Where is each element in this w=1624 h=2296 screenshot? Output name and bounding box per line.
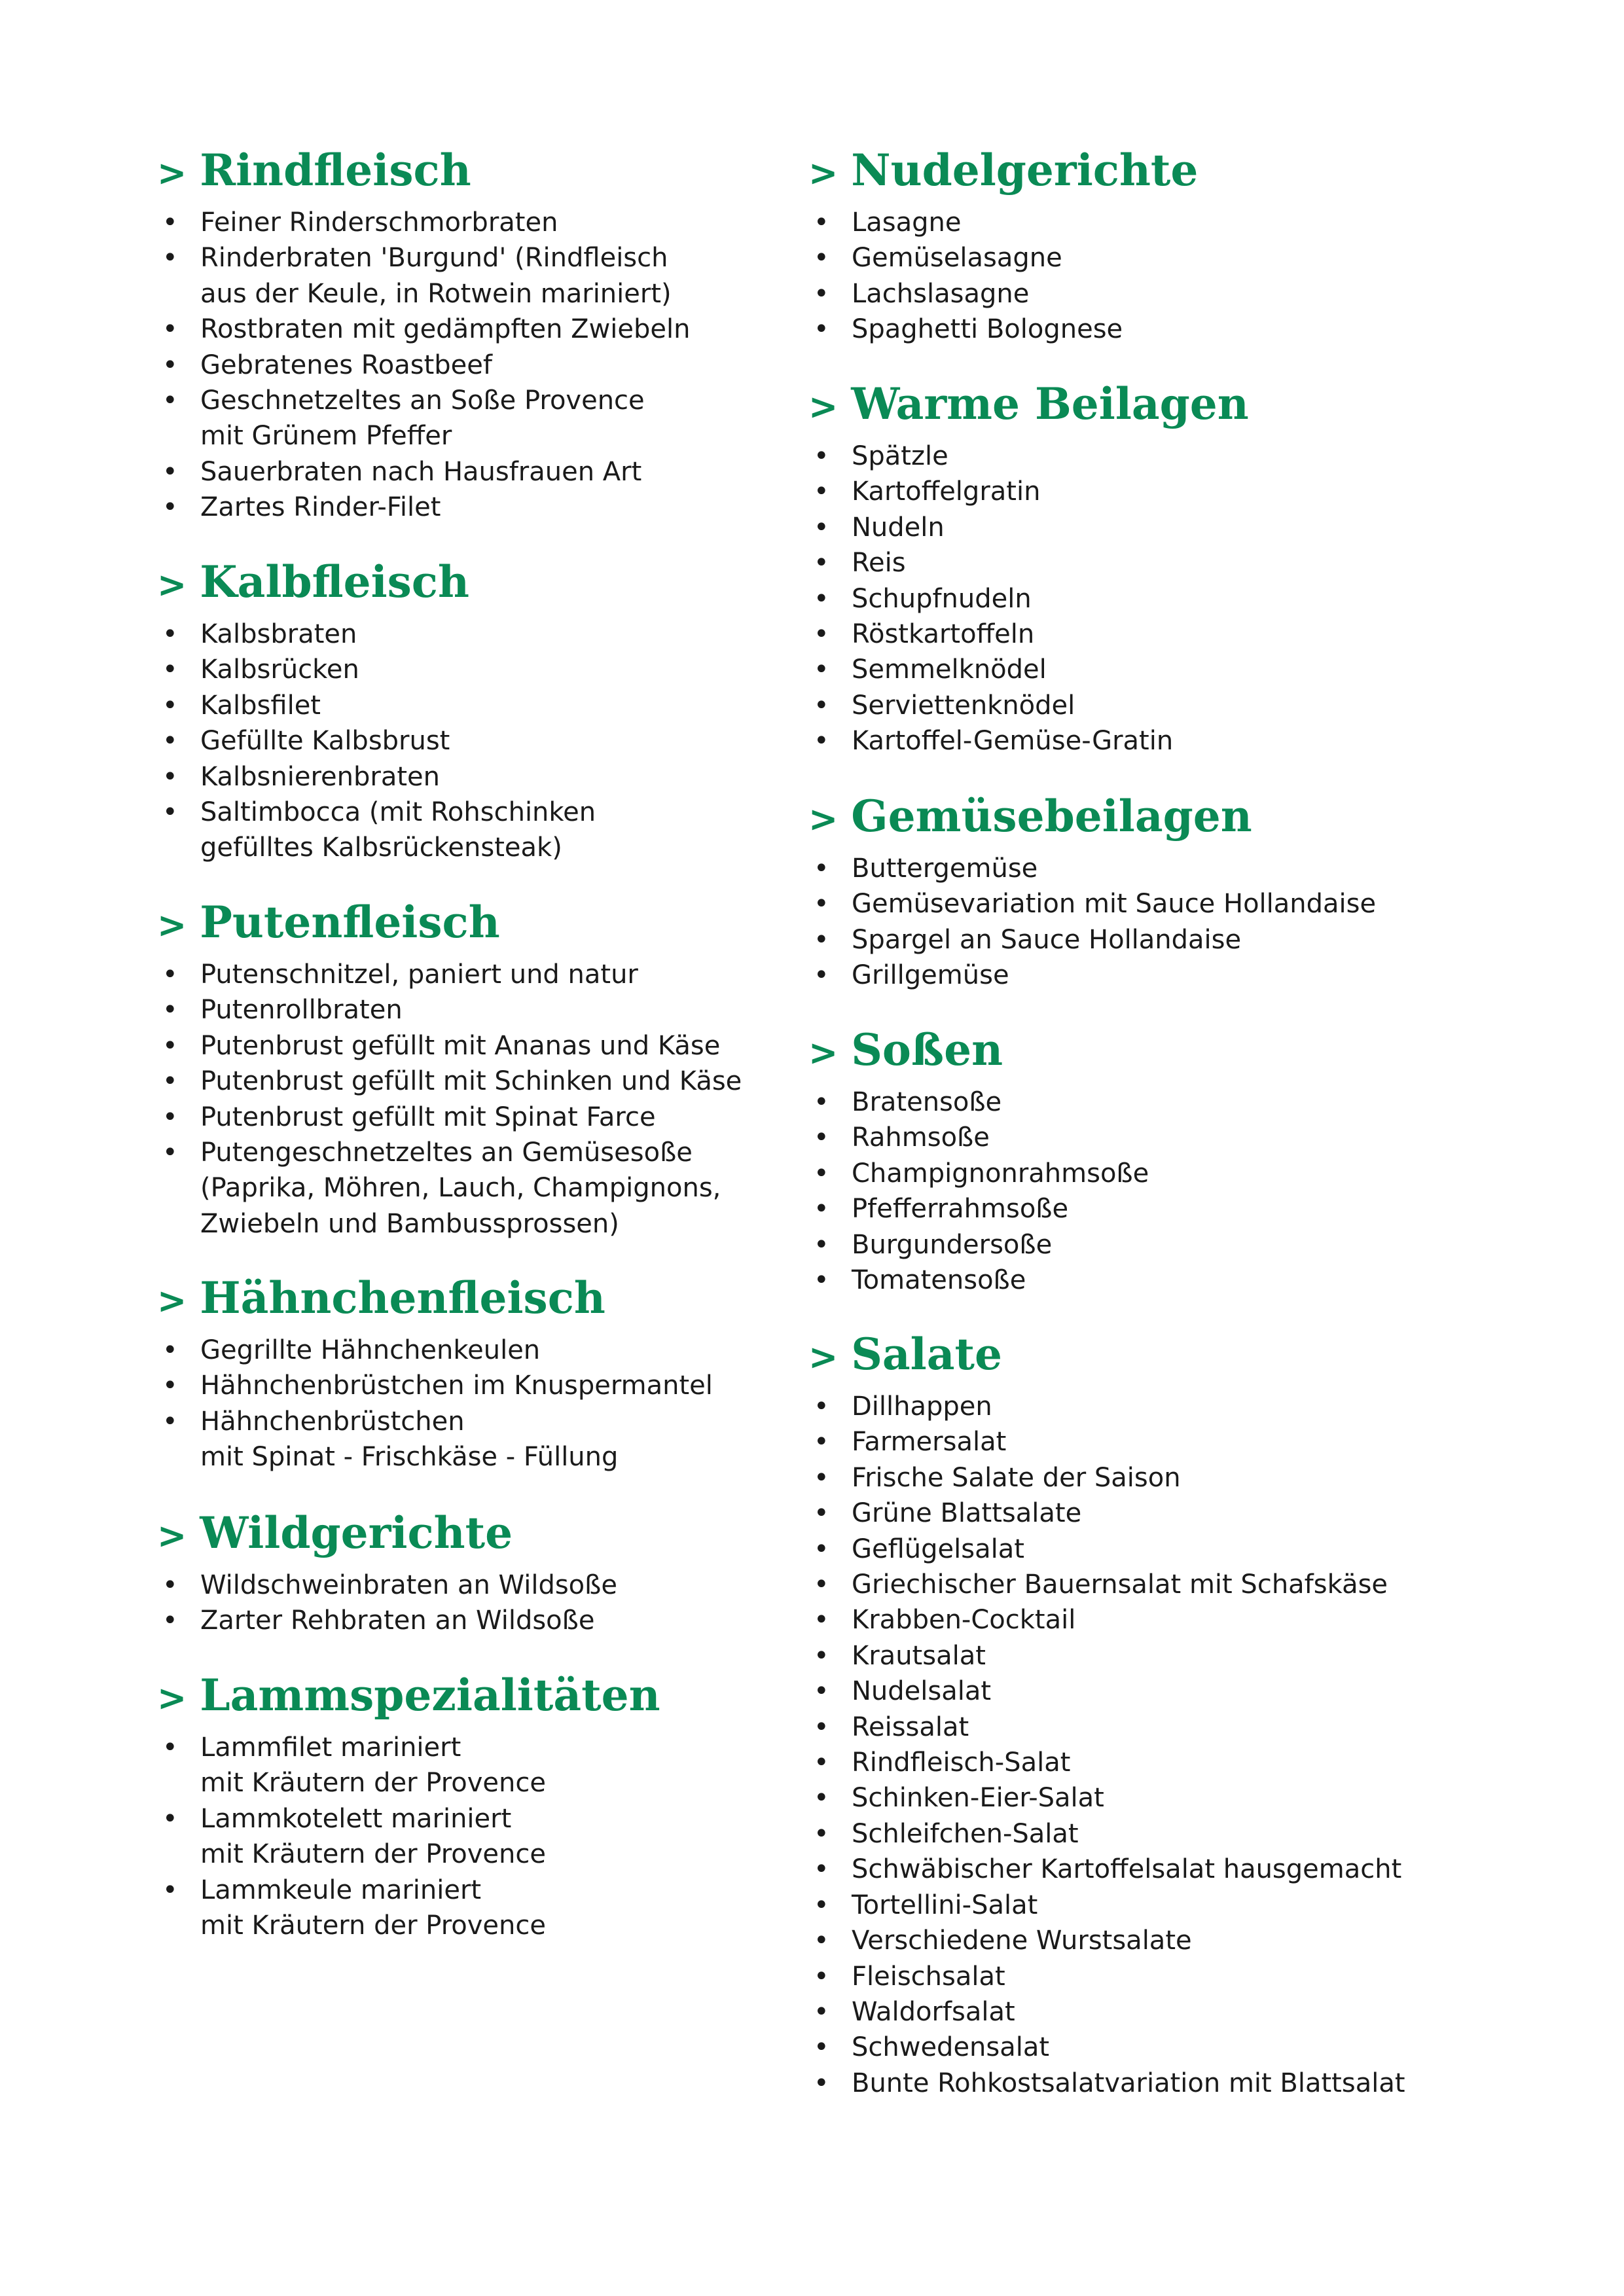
list-item: • Kartoffelgratin — [808, 474, 1528, 509]
list-item: • Kalbsfilet — [157, 688, 812, 723]
section-heading — [808, 1022, 1528, 1081]
list-item: • Gegrillte Hähnchenkeulen — [157, 1333, 812, 1368]
list-item: • Serviettenknödel — [808, 688, 1528, 723]
item-list — [808, 851, 1528, 994]
list-item: • Spaghetti Bolognese — [808, 312, 1528, 347]
section-heading — [808, 1327, 1528, 1385]
item-list — [808, 205, 1528, 348]
list-item: • Schupfnudeln — [808, 581, 1528, 617]
list-item: • Nudelsalat — [808, 1674, 1528, 1709]
list-item: • Nudeln — [808, 510, 1528, 545]
list-item: • Buttergemüse — [808, 851, 1528, 886]
section-rindfleisch — [157, 143, 812, 526]
chevron-right-icon: > — [808, 1032, 839, 1073]
list-item: • Kalbsnierenbraten — [157, 759, 812, 795]
list-item: • Dillhappen — [808, 1389, 1528, 1424]
list-item: • Schwedensalat — [808, 2030, 1528, 2065]
list-item: • Hähnchenbrüstchen im Knuspermantel — [157, 1368, 812, 1403]
section-title: Putenfleisch — [200, 897, 500, 948]
list-item: • Kartoffel-Gemüse-Gratin — [808, 723, 1528, 759]
list-item: • Gemüselasagne — [808, 240, 1528, 276]
item-list — [808, 439, 1528, 759]
chevron-right-icon: > — [157, 1515, 187, 1556]
item-list — [157, 617, 812, 866]
list-item: • Putengeschnetzeltes an Gemüsesoße (Paprika, Möhren, Lauch, Champignons, Zwiebeln und Bambussprossen) — [157, 1135, 812, 1242]
list-item: • Bratensoße — [808, 1085, 1528, 1120]
section-heading — [808, 143, 1528, 201]
item-list — [157, 205, 812, 526]
list-item: • Schwäbischer Kartoffelsalat hausgemacht — [808, 1852, 1528, 1887]
section-title: Hähnchenfleisch — [200, 1272, 605, 1323]
list-item: • Hähnchenbrüstchen mit Spinat - Frischkäse - Füllung — [157, 1404, 812, 1475]
list-item: • Zartes Rinder-Filet — [157, 490, 812, 525]
list-item: • Krabben-Cocktail — [808, 1602, 1528, 1638]
section-heading — [157, 1270, 812, 1329]
list-item: • Feiner Rinderschmorbraten — [157, 205, 812, 240]
section-putenfleisch — [157, 895, 812, 1242]
section-heading — [157, 1505, 812, 1564]
section-heading — [157, 895, 812, 953]
list-item: • Griechischer Bauernsalat mit Schafskäse — [808, 1567, 1528, 1602]
section-heading — [157, 1668, 812, 1726]
list-item: • Sauerbraten nach Hausfrauen Art — [157, 454, 812, 490]
section-title: Rindfleisch — [200, 145, 471, 196]
list-item: • Lasagne — [808, 205, 1528, 240]
list-item: • Burgundersoße — [808, 1227, 1528, 1263]
chevron-right-icon: > — [808, 798, 839, 840]
section-title: Salate — [851, 1329, 1002, 1380]
item-list — [808, 1085, 1528, 1298]
list-item: • Tomatensoße — [808, 1263, 1528, 1298]
section-title: Soßen — [851, 1024, 1003, 1075]
section-salate — [808, 1327, 1528, 2101]
section-heading — [808, 376, 1528, 435]
section-title: Nudelgerichte — [851, 145, 1199, 196]
list-item: • Reissalat — [808, 1710, 1528, 1745]
list-item: • Putenbrust gefüllt mit Spinat Farce — [157, 1100, 812, 1135]
list-item: • Grüne Blattsalate — [808, 1496, 1528, 1531]
section-kalbfleisch — [157, 554, 812, 866]
list-item: • Waldorfsalat — [808, 1994, 1528, 2030]
list-item: • Frische Salate der Saison — [808, 1460, 1528, 1496]
list-item: • Geflügelsalat — [808, 1532, 1528, 1567]
list-item: • Gefüllte Kalbsbrust — [157, 723, 812, 759]
item-list — [157, 1333, 812, 1475]
section-heading — [808, 789, 1528, 847]
list-item: • Verschiedene Wurstsalate — [808, 1923, 1528, 1958]
list-item: • Rahmsoße — [808, 1120, 1528, 1155]
item-list — [157, 1568, 812, 1639]
list-item: • Lammkotelett mariniert mit Kräutern der Provence — [157, 1801, 812, 1873]
list-item: • Saltimbocca (mit Rohschinken gefülltes Kalbsrückensteak) — [157, 795, 812, 866]
list-item: • Schleifchen-Salat — [808, 1816, 1528, 1852]
section-title: Lammspezialitäten — [200, 1670, 660, 1721]
list-item: • Spargel an Sauce Hollandaise — [808, 922, 1528, 958]
list-item: • Fleischsalat — [808, 1959, 1528, 1994]
item-list — [808, 1389, 1528, 2101]
list-item: • Tortellini-Salat — [808, 1888, 1528, 1923]
chevron-right-icon: > — [157, 564, 187, 605]
list-item: • Farmersalat — [808, 1424, 1528, 1460]
chevron-right-icon: > — [157, 1280, 187, 1321]
list-item: • Rostbraten mit gedämpften Zwiebeln — [157, 312, 812, 347]
list-item: • Wildschweinbraten an Wildsoße — [157, 1568, 812, 1603]
chevron-right-icon: > — [808, 1336, 839, 1378]
section-title: Kalbfleisch — [200, 556, 469, 607]
list-item: • Lammkeule mariniert mit Kräutern der Provence — [157, 1873, 812, 1944]
list-item: • Schinken-Eier-Salat — [808, 1780, 1528, 1816]
list-item: • Champignonrahmsoße — [808, 1156, 1528, 1191]
chevron-right-icon: > — [808, 152, 839, 194]
section-heading — [157, 143, 812, 201]
list-item: • Spätzle — [808, 439, 1528, 474]
list-item: • Zarter Rehbraten an Wildsoße — [157, 1603, 812, 1638]
section-title: Gemüsebeilagen — [851, 791, 1252, 842]
section-title: Wildgerichte — [200, 1507, 513, 1558]
section-gemuesebeilagen — [808, 789, 1528, 994]
list-item: • Putenbrust gefüllt mit Ananas und Käse — [157, 1028, 812, 1064]
list-item: • Reis — [808, 545, 1528, 581]
chevron-right-icon: > — [808, 386, 839, 427]
list-item: • Gemüsevariation mit Sauce Hollandaise — [808, 886, 1528, 922]
list-item: • Putenbrust gefüllt mit Schinken und Käse — [157, 1064, 812, 1099]
list-item: • Gebratenes Roastbeef — [157, 348, 812, 383]
list-item: • Rinderbraten 'Burgund' (Rindfleisch aus der Keule, in Rotwein mariniert) — [157, 240, 812, 312]
section-heading — [157, 554, 812, 613]
section-lammspezialitaeten — [157, 1668, 812, 1943]
section-sossen — [808, 1022, 1528, 1298]
list-item: • Putenrollbraten — [157, 992, 812, 1028]
list-item: • Lachslasagne — [808, 276, 1528, 312]
list-item: • Putenschnitzel, paniert und natur — [157, 957, 812, 992]
chevron-right-icon: > — [157, 152, 187, 194]
chevron-right-icon: > — [157, 1677, 187, 1719]
list-item: • Kalbsbraten — [157, 617, 812, 652]
section-nudelgerichte — [808, 143, 1528, 348]
list-item: • Semmelknödel — [808, 652, 1528, 687]
section-haehnchenfleisch — [157, 1270, 812, 1475]
list-item: • Krautsalat — [808, 1638, 1528, 1674]
section-warme-beilagen — [808, 376, 1528, 759]
list-item: • Lammfilet mariniert mit Kräutern der Provence — [157, 1730, 812, 1801]
item-list — [157, 1730, 812, 1943]
section-wildgerichte — [157, 1505, 812, 1639]
list-item: • Kalbsrücken — [157, 652, 812, 687]
item-list — [157, 957, 812, 1242]
chevron-right-icon: > — [157, 905, 187, 946]
list-item: • Pfefferrahmsoße — [808, 1191, 1528, 1227]
list-item: • Rindfleisch-Salat — [808, 1745, 1528, 1780]
list-item: • Röstkartoffeln — [808, 617, 1528, 652]
list-item: • Grillgemüse — [808, 958, 1528, 993]
section-title: Warme Beilagen — [851, 378, 1249, 429]
list-item: • Bunte Rohkostsalatvariation mit Blattsalat — [808, 2066, 1528, 2101]
list-item: • Geschnetzeltes an Soße Provence mit Grünem Pfeffer — [157, 383, 812, 454]
